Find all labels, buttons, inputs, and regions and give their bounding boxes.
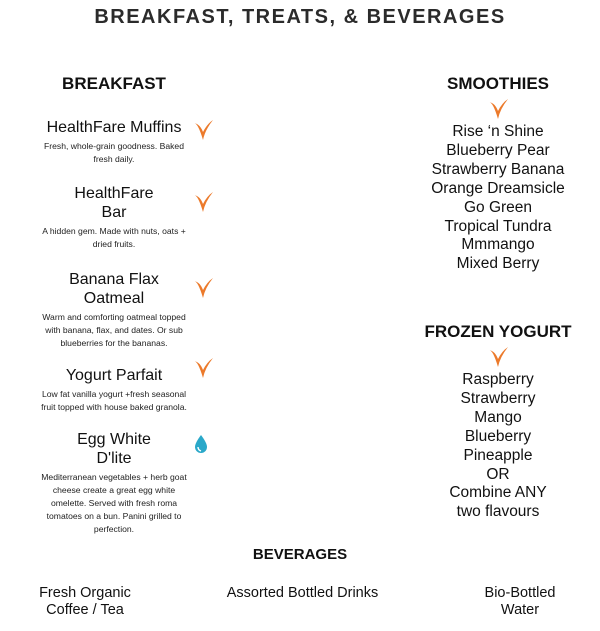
page-title: BREAKFAST, TREATS, & BEVERAGES — [94, 6, 506, 28]
vegetarian-v-icon — [192, 118, 214, 142]
item-description: Mediterranean vegetables + herb goat cheese create a great egg white omelette. Served with fresh roma tomatoes on a bun. Panini grilled to perfection. — [41, 472, 187, 534]
vegetarian-v-icon — [487, 97, 509, 121]
list-item: OR — [486, 465, 510, 483]
beverages-heading: BEVERAGES — [252, 546, 348, 563]
list-item: Pineapple — [463, 446, 533, 464]
beverage-item: Fresh Organic Coffee / Tea — [39, 585, 131, 618]
beverage-item: Bio-Bottled Water — [484, 585, 556, 618]
list-item: Raspberry — [462, 371, 534, 388]
menu-item — [14, 118, 214, 166]
breakfast-list — [14, 118, 214, 550]
frozen-yogurt-list — [400, 371, 596, 522]
list-item: Blueberry — [464, 427, 532, 445]
list-item: Rise ‘n Shine — [452, 123, 544, 140]
menu-item — [14, 430, 214, 536]
smoothies-heading: SMOOTHIES — [446, 74, 549, 93]
item-description: Low fat vanilla yogurt +fresh seasonal fruit topped with house baked granola. — [41, 389, 187, 412]
list-item: Tropical Tundra — [444, 217, 552, 235]
menu-item — [14, 366, 214, 414]
vegetarian-v-icon — [192, 190, 214, 214]
smoothies-list — [400, 123, 596, 274]
item-name: Egg White D'lite — [77, 431, 151, 467]
beverage-item: Assorted Bottled Drinks — [226, 585, 379, 601]
list-item: Blueberry Pear — [446, 141, 550, 159]
breakfast-heading: BREAKFAST — [62, 74, 166, 93]
menu-item — [14, 184, 214, 251]
list-item: two flavours — [456, 503, 540, 521]
vegetarian-v-icon — [192, 276, 214, 300]
item-name: HealthFare Muffins — [46, 119, 182, 136]
item-name: HealthFare Bar — [74, 185, 154, 221]
item-name: Yogurt Parfait — [65, 367, 163, 384]
list-item: Mixed Berry — [456, 255, 540, 273]
item-name: Banana Flax Oatmeal — [69, 271, 159, 307]
list-item: Strawberry Banana — [431, 160, 565, 178]
list-item: Orange Dreamsicle — [431, 179, 565, 197]
list-item: Combine ANY — [449, 484, 547, 502]
list-item: Go Green — [463, 198, 533, 216]
item-description: Warm and comforting oatmeal topped with banana, flax, and dates. Or sub blueberries for the bananas. — [42, 312, 186, 348]
frozen-yogurt-heading: FROZEN YOGURT — [424, 322, 572, 341]
item-description: A hidden gem. Made with nuts, oats + dried fruits. — [42, 226, 186, 249]
list-item: Strawberry — [460, 389, 536, 407]
vegetarian-v-icon — [192, 356, 214, 380]
water-drop-icon — [193, 434, 209, 454]
item-description: Fresh, whole-grain goodness. Baked fresh daily. — [44, 141, 184, 164]
list-item: Mmmango — [461, 236, 535, 254]
menu-item — [14, 270, 214, 350]
vegetarian-v-icon — [487, 345, 509, 369]
list-item: Mango — [474, 408, 522, 426]
